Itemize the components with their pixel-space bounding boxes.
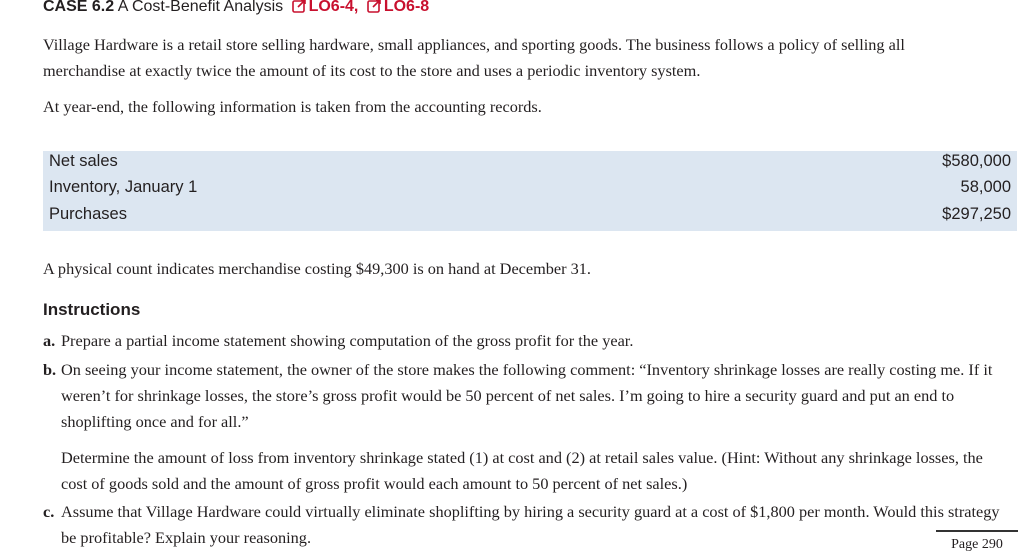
data-table — [43, 151, 1017, 231]
learning-objective-link[interactable]: LO6-4, — [308, 0, 359, 15]
instructions-heading: Instructions — [43, 300, 141, 319]
item-letter: b. — [43, 360, 57, 379]
instruction-item — [43, 357, 1005, 497]
row-label: Net sales — [49, 152, 118, 170]
row-label: Purchases — [49, 205, 127, 223]
case-title: A Cost-Benefit Analysis — [117, 0, 284, 15]
intro-paragraph: At year-end, the following information is taken from the accounting records. — [43, 97, 542, 116]
link-icon — [367, 0, 382, 18]
table-row — [43, 204, 1017, 231]
item-followup: Determine the amount of loss from inventory shrinkage stated (1) at cost and (2) at retail sales value. (Hint: Without any shrinkage losses, the cost of goods sold and the amount of gross profit would each amount to 50 percent of net sales.) — [61, 448, 983, 493]
instruction-item — [43, 499, 1005, 551]
item-letter: c. — [43, 502, 55, 521]
table-row — [43, 151, 1017, 178]
physical-count-text: A physical count indicates merchandise costing $49,300 is on hand at December 31. — [43, 259, 591, 278]
item-text: On seeing your income statement, the owner of the store makes the following comment: “Inventory shrinkage losses are really costing me. If it weren’t for shrinkage losses, the store’s gross profit would be 50 percent of net sales. I’m going to hire a security guard and put an end to shoplifting once and for all.” — [61, 360, 993, 431]
row-value: 58,000 — [960, 178, 1011, 196]
row-value: $297,250 — [942, 205, 1011, 223]
intro-paragraph: Village Hardware is a retail store selling hardware, small appliances, and sporting goods. The business follows a policy of selling all merchandise at exactly twice the amount of its cost to the store and uses a periodic inventory system. — [43, 35, 905, 80]
row-value: $580,000 — [942, 152, 1011, 170]
case-header — [43, 0, 429, 18]
link-icon — [292, 0, 307, 18]
table-row — [43, 177, 1017, 204]
row-label: Inventory, January 1 — [49, 178, 198, 196]
case-number: CASE 6.2 — [43, 0, 115, 15]
page-number: Page 290 — [936, 530, 1018, 560]
item-text: Assume that Village Hardware could virtually eliminate shoplifting by hiring a security guard at a cost of $1,800 per month. Would this strategy be profitable? Explain your reasoning. — [61, 502, 1000, 547]
item-letter: a. — [43, 331, 56, 350]
learning-objective-link[interactable]: LO6-8 — [383, 0, 430, 15]
instruction-item — [43, 328, 1005, 354]
item-text: Prepare a partial income statement showing computation of the gross profit for the year. — [61, 331, 634, 350]
